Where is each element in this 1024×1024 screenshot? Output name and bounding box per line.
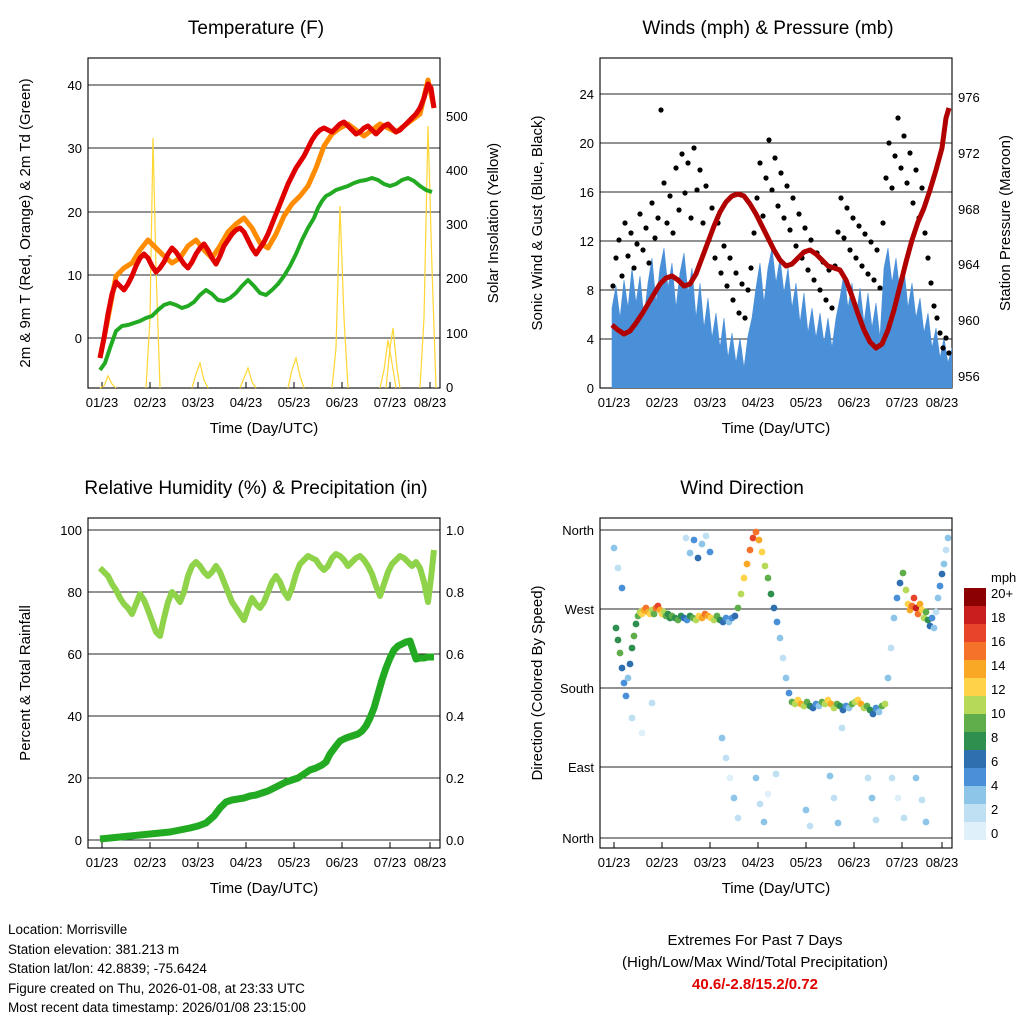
svg-text:300: 300 — [446, 217, 468, 232]
svg-text:03/23: 03/23 — [693, 395, 727, 410]
panel-humidity-title: Relative Humidity (%) & Precipitation (in) — [84, 478, 428, 499]
svg-text:0.8: 0.8 — [446, 585, 465, 600]
svg-text:20+: 20+ — [991, 586, 1014, 601]
svg-text:02/23: 02/23 — [133, 395, 167, 410]
footer-latlon: Station lat/lon: 42.8839; -75.6424 — [8, 961, 207, 976]
svg-text:40: 40 — [67, 78, 82, 93]
svg-text:04/23: 04/23 — [741, 855, 775, 870]
svg-text:4: 4 — [991, 778, 999, 793]
svg-text:8: 8 — [991, 730, 999, 745]
temperature-xlabel: Time (Day/UTC) — [209, 420, 319, 437]
svg-text:08/23: 08/23 — [413, 395, 447, 410]
svg-text:05/23: 05/23 — [789, 855, 823, 870]
svg-text:03/23: 03/23 — [181, 395, 215, 410]
svg-text:North: North — [562, 831, 594, 846]
svg-text:18: 18 — [991, 610, 1006, 625]
svg-text:14: 14 — [991, 658, 1006, 673]
svg-text:4: 4 — [586, 332, 594, 347]
svg-text:100: 100 — [446, 326, 468, 341]
svg-text:964: 964 — [958, 257, 980, 272]
winds-ylabel-right: Station Pressure (Maroon) — [997, 135, 1014, 311]
svg-text:05/23: 05/23 — [277, 855, 311, 870]
svg-text:0: 0 — [74, 833, 82, 848]
svg-text:8: 8 — [586, 283, 594, 298]
svg-text:972: 972 — [958, 146, 980, 161]
footer-recent-timestamp: Most recent data timestamp: 2026/01/08 23:15:00 — [8, 1000, 306, 1015]
svg-text:0.0: 0.0 — [446, 833, 465, 848]
svg-text:12: 12 — [579, 234, 594, 249]
footer-created: Figure created on Thu, 2026-01-08, at 23:33 UTC — [8, 980, 305, 996]
humidity-chart — [0, 478, 512, 898]
svg-text:mph: mph — [991, 570, 1017, 585]
winds-chart — [512, 18, 1024, 438]
panel-winddirection-title: Wind Direction — [680, 478, 804, 499]
svg-text:01/23: 01/23 — [85, 855, 119, 870]
svg-text:04/23: 04/23 — [741, 395, 775, 410]
svg-text:968: 968 — [958, 202, 980, 217]
svg-text:West: West — [564, 602, 594, 617]
svg-text:60: 60 — [67, 647, 82, 662]
humidity-ylabel-left: Percent & Total Rainfall — [17, 605, 34, 761]
svg-text:0: 0 — [991, 826, 999, 841]
svg-text:01/23: 01/23 — [597, 855, 631, 870]
winddirection-chart — [512, 478, 1024, 898]
svg-text:80: 80 — [67, 585, 82, 600]
metadata-footer — [8, 920, 306, 1018]
wind-speed-colorbar — [964, 570, 1016, 841]
winds-xlabel: Time (Day/UTC) — [721, 420, 831, 437]
svg-text:1.0: 1.0 — [446, 523, 465, 538]
svg-text:07/23: 07/23 — [373, 395, 407, 410]
svg-text:100: 100 — [60, 523, 82, 538]
svg-text:08/23: 08/23 — [925, 395, 959, 410]
svg-text:06/23: 06/23 — [325, 395, 359, 410]
extremes-block — [520, 930, 990, 996]
svg-text:07/23: 07/23 — [373, 855, 407, 870]
svg-text:04/23: 04/23 — [229, 395, 263, 410]
svg-text:02/23: 02/23 — [133, 855, 167, 870]
winds-ylabel-left: Sonic Wind & Gust (Blue, Black) — [529, 115, 546, 331]
svg-text:08/23: 08/23 — [925, 855, 959, 870]
panel-humidity — [0, 478, 512, 918]
svg-text:01/23: 01/23 — [85, 395, 119, 410]
svg-text:40: 40 — [67, 709, 82, 724]
svg-text:10: 10 — [991, 706, 1006, 721]
svg-text:6: 6 — [991, 754, 999, 769]
svg-text:16: 16 — [991, 634, 1006, 649]
svg-text:07/23: 07/23 — [885, 855, 919, 870]
panel-winddirection — [512, 478, 1024, 918]
panel-temperature — [0, 18, 512, 458]
svg-text:02/23: 02/23 — [645, 395, 679, 410]
svg-text:20: 20 — [579, 136, 594, 151]
winddirection-xlabel: Time (Day/UTC) — [721, 880, 831, 897]
svg-text:06/23: 06/23 — [325, 855, 359, 870]
svg-text:06/23: 06/23 — [837, 855, 871, 870]
svg-text:500: 500 — [446, 109, 468, 124]
svg-text:South: South — [560, 681, 594, 696]
svg-text:0.2: 0.2 — [446, 771, 465, 786]
svg-text:0: 0 — [74, 331, 82, 346]
svg-text:01/23: 01/23 — [597, 395, 631, 410]
extremes-heading: Extremes For Past 7 Days — [667, 932, 843, 949]
svg-text:04/23: 04/23 — [229, 855, 263, 870]
svg-text:24: 24 — [579, 87, 594, 102]
svg-text:20: 20 — [67, 771, 82, 786]
temperature-ylabel-left: 2m & 9m T (Red, Orange) & 2m Td (Green) — [17, 78, 34, 368]
svg-text:956: 956 — [958, 369, 980, 384]
panel-winds-title: Winds (mph) & Pressure (mb) — [642, 18, 894, 39]
svg-text:0: 0 — [586, 381, 594, 396]
svg-text:02/23: 02/23 — [645, 855, 679, 870]
svg-text:30: 30 — [67, 141, 82, 156]
svg-text:20: 20 — [67, 205, 82, 220]
svg-text:0: 0 — [446, 380, 454, 395]
humidity-xlabel: Time (Day/UTC) — [209, 880, 319, 897]
svg-text:400: 400 — [446, 163, 468, 178]
footer-location: Location: Morrisville — [8, 922, 128, 937]
svg-text:08/23: 08/23 — [413, 855, 447, 870]
svg-text:05/23: 05/23 — [789, 395, 823, 410]
svg-text:0.6: 0.6 — [446, 647, 465, 662]
svg-text:0.4: 0.4 — [446, 709, 465, 724]
winddirection-ylabel: Direction (Colored By Speed) — [529, 585, 546, 781]
svg-text:05/23: 05/23 — [277, 395, 311, 410]
footer-elevation: Station elevation: 381.213 m — [8, 941, 180, 957]
svg-text:16: 16 — [579, 185, 594, 200]
temperature-chart — [0, 18, 512, 438]
svg-text:07/23: 07/23 — [885, 395, 919, 410]
extremes-subheading: (High/Low/Max Wind/Total Precipitation) — [622, 954, 888, 971]
svg-text:12: 12 — [991, 682, 1006, 697]
svg-text:North: North — [562, 523, 594, 538]
svg-text:960: 960 — [958, 313, 980, 328]
temperature-ylabel-right: Solar Insolation (Yellow) — [485, 142, 502, 304]
svg-text:East: East — [567, 760, 594, 775]
extremes-values: 40.6/-2.8/15.2/0.72 — [692, 976, 818, 993]
svg-text:976: 976 — [958, 90, 980, 105]
panel-temperature-title: Temperature (F) — [187, 18, 325, 39]
svg-text:2: 2 — [991, 802, 999, 817]
svg-text:10: 10 — [67, 268, 82, 283]
svg-text:200: 200 — [446, 271, 468, 286]
panel-winds — [512, 18, 1024, 458]
svg-text:03/23: 03/23 — [693, 855, 727, 870]
svg-text:06/23: 06/23 — [837, 395, 871, 410]
svg-text:03/23: 03/23 — [181, 855, 215, 870]
